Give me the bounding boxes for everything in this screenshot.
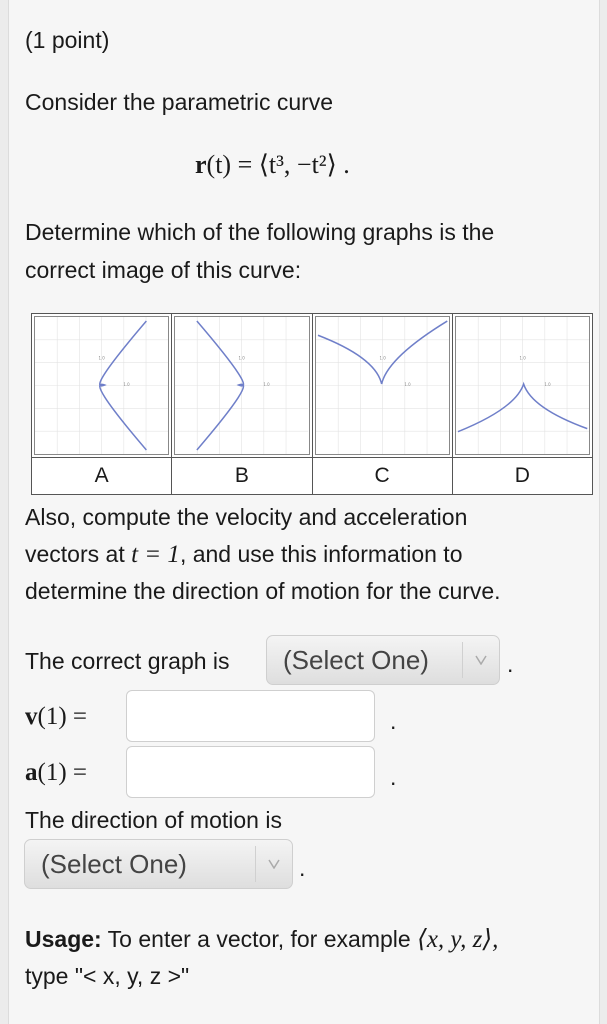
graph-c (312, 314, 452, 458)
chevron-down-icon (462, 642, 499, 678)
equation-rhs: ⟨t³, −t²⟩ . (258, 150, 350, 179)
t-equals-one: t = 1 (131, 541, 180, 568)
graph-a (32, 314, 172, 458)
usage-line-1 (25, 925, 498, 954)
graph-label-d: D (452, 458, 592, 495)
curve-equation (195, 148, 350, 182)
direction-select[interactable] (24, 839, 293, 889)
chevron-down-icon (255, 846, 292, 882)
usage-math-example: ⟨x, y, z⟩, (417, 926, 499, 953)
determine-line-1: Determine which of the following graphs is the (25, 219, 495, 245)
points-label: (1 point) (25, 27, 110, 53)
graph-label-b: B (172, 458, 312, 495)
velocity-label-rest: (1) = (37, 703, 87, 730)
also-line-2-post: , and use this information to (179, 541, 463, 567)
graph-b-plot (175, 317, 308, 454)
graph-label-a: A (32, 458, 172, 495)
v-symbol: v (25, 703, 38, 730)
tick-label: 1.0 (378, 355, 386, 361)
usage-label: Usage: (25, 926, 102, 952)
tick-label: 1.0 (263, 381, 270, 388)
also-line-2-pre: vectors at (25, 541, 132, 567)
tick-label: 1.0 (238, 355, 246, 361)
graph-a-plot (35, 317, 168, 454)
acceleration-input[interactable] (126, 746, 375, 798)
graph-c-plot (316, 317, 449, 454)
also-line-1: Also, compute the velocity and acceleration (25, 504, 468, 530)
tick-label: 1.0 (403, 381, 411, 388)
graph-label-c: C (312, 458, 452, 495)
usage-text: To enter a vector, for example (101, 926, 418, 952)
determine-line-2: correct image of this curve: (25, 257, 302, 283)
graph-select-value: (Select One) (283, 645, 429, 675)
r-symbol: r (195, 150, 207, 179)
graph-d (452, 314, 592, 458)
tick-label: 1.0 (123, 381, 130, 388)
equation-arg: (t) = (206, 150, 259, 179)
a-symbol: a (25, 759, 38, 786)
problem-card (8, 0, 600, 1024)
tick-label: 1.0 (98, 355, 105, 361)
direction-select-value: (Select One) (41, 849, 187, 879)
velocity-input[interactable] (126, 690, 375, 742)
graph-d-plot (456, 317, 589, 454)
tick-label: 1.0 (544, 381, 551, 388)
tick-label: 1.0 (519, 355, 526, 361)
also-line-2 (25, 540, 463, 569)
velocity-period: . (390, 708, 397, 734)
graph-select-period: . (507, 651, 514, 677)
also-line-3: determine the direction of motion for the curve. (25, 578, 501, 604)
usage-line-2: type "< x, y, z >" (25, 963, 190, 989)
direction-select-period: . (299, 855, 306, 881)
graph-options-table (31, 313, 593, 495)
acceleration-label (25, 759, 87, 787)
acceleration-label-rest: (1) = (37, 759, 87, 786)
acceleration-period: . (390, 764, 397, 790)
correct-graph-label: The correct graph is (25, 648, 230, 674)
velocity-label (25, 703, 87, 731)
direction-label: The direction of motion is (25, 807, 282, 833)
intro-text: Consider the parametric curve (25, 89, 334, 115)
graph-b (172, 314, 312, 458)
graph-select[interactable] (266, 635, 500, 685)
